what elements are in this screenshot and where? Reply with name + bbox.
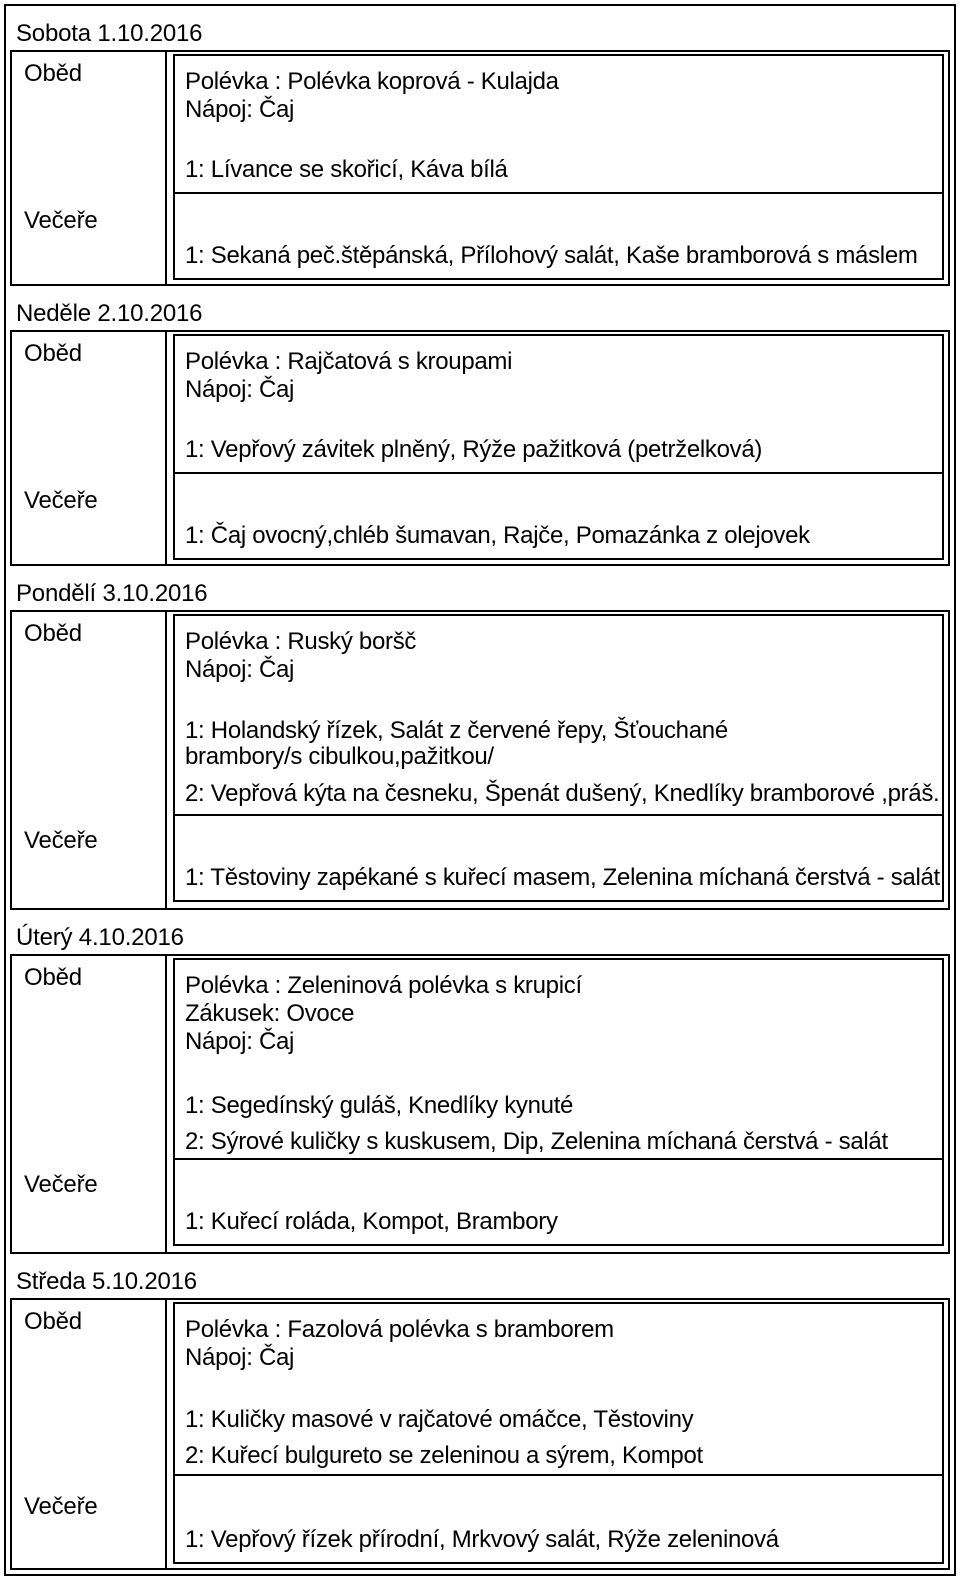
dinner-label: Večeře	[24, 827, 98, 854]
dinner-line: 1: Kuřecí roláda, Kompot, Brambory	[185, 1208, 558, 1235]
lunch-cell	[173, 614, 944, 814]
main-course-line: 2: Kuřecí bulgureto se zeleninou a sýrem, Kompot	[185, 1442, 703, 1469]
main-course-line: 1: Segedínský guláš, Knedlíky kynuté	[185, 1092, 574, 1119]
drink-line: Nápoj: Čaj	[185, 1344, 295, 1371]
column-divider	[165, 52, 167, 284]
dinner-cell	[173, 1158, 944, 1246]
dinner-label: Večeře	[24, 1493, 98, 1520]
soup-line: Polévka : Fazolová polévka s bramborem	[185, 1316, 614, 1343]
lunch-cell	[173, 958, 944, 1158]
day-title: Sobota 1.10.2016	[16, 20, 203, 47]
main-course-line: 1: Vepřový závitek plněný, Rýže pažitková (petrželková)	[185, 436, 763, 463]
soup-line: Polévka : Rajčatová s kroupami	[185, 348, 513, 375]
drink-line: Nápoj: Čaj	[185, 656, 295, 683]
drink-line: Nápoj: Čaj	[185, 1028, 295, 1055]
lunch-label: Oběd	[24, 620, 82, 647]
drink-line: Nápoj: Čaj	[185, 376, 295, 403]
lunch-label: Oběd	[24, 340, 82, 367]
drink-line: Nápoj: Čaj	[185, 96, 295, 123]
dinner-cell	[173, 192, 944, 280]
main-course-line: 2: Vepřová kýta na česneku, Špenát dušený, Knedlíky bramborové ,práš.	[185, 780, 940, 807]
dinner-label: Večeře	[24, 207, 98, 234]
dinner-cell	[173, 472, 944, 560]
column-divider	[165, 956, 167, 1252]
soup-line: Polévka : Polévka koprová - Kulajda	[185, 68, 559, 95]
main-course-line: 2: Sýrové kuličky s kuskusem, Dip, Zelenina míchaná čerstvá - salát	[185, 1128, 888, 1155]
soup-line: Polévka : Ruský boršč	[185, 628, 417, 655]
soup-line: Polévka : Zeleninová polévka s krupicí	[185, 972, 582, 999]
lunch-label: Oběd	[24, 60, 82, 87]
dinner-label: Večeře	[24, 1171, 98, 1198]
main-course-line: 1: Lívance se skořicí, Káva bílá	[185, 156, 508, 183]
main-course-line: 1: Kuličky masové v rajčatové omáčce, Těstoviny	[185, 1406, 694, 1433]
dessert-line: Zákusek: Ovoce	[185, 1000, 355, 1027]
dinner-cell	[173, 1474, 944, 1564]
day-title: Neděle 2.10.2016	[16, 300, 203, 327]
dinner-line: 1: Těstoviny zapékané s kuřecí masem, Zelenina míchaná čerstvá - salát	[185, 864, 940, 891]
day-table	[10, 954, 950, 1254]
lunch-label: Oběd	[24, 964, 82, 991]
day-table	[10, 330, 950, 566]
dinner-line: 1: Vepřový řízek přírodní, Mrkvový salát, Rýže zeleninová	[185, 1526, 779, 1553]
column-divider	[165, 332, 167, 564]
day-table	[10, 1298, 950, 1570]
menu-page	[4, 4, 956, 1576]
lunch-cell	[173, 54, 944, 192]
main-course-line: 1: Holandský řízek, Salát z červené řepy, Šťouchané brambory/s cibulkou,pažitkou/	[185, 717, 728, 770]
column-divider	[165, 612, 167, 908]
dinner-line: 1: Čaj ovocný,chléb šumavan, Rajče, Pomazánka z olejovek	[185, 522, 810, 549]
day-title: Pondělí 3.10.2016	[16, 580, 208, 607]
day-table	[10, 610, 950, 910]
dinner-line: 1: Sekaná peč.štěpánská, Přílohový salát, Kaše bramborová s máslem	[185, 242, 918, 269]
lunch-cell	[173, 334, 944, 472]
day-title: Úterý 4.10.2016	[16, 924, 184, 951]
column-divider	[165, 1300, 167, 1568]
dinner-cell	[173, 814, 944, 902]
lunch-label: Oběd	[24, 1308, 82, 1335]
lunch-cell	[173, 1302, 944, 1474]
dinner-label: Večeře	[24, 487, 98, 514]
day-table	[10, 50, 950, 286]
day-title: Středa 5.10.2016	[16, 1268, 197, 1295]
